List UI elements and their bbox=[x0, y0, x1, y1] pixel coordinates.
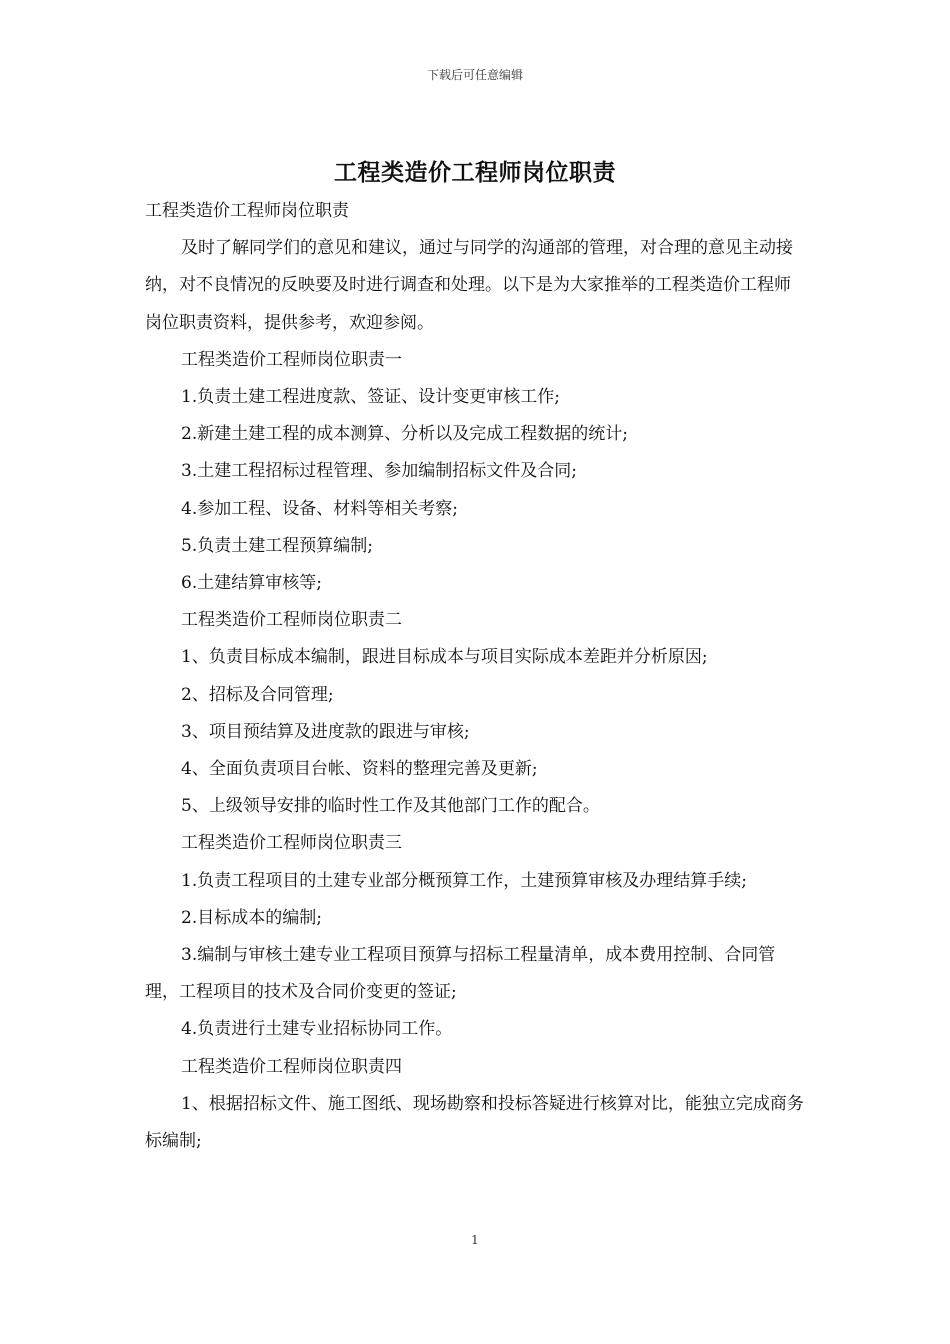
list-item: 4、全面负责项目台帐、资料的整理完善及更新; bbox=[181, 759, 538, 780]
section-heading-3: 工程类造价工程师岗位职责三 bbox=[181, 833, 402, 854]
list-item: 3、项目预结算及进度款的跟进与审核; bbox=[181, 721, 470, 742]
list-item: 6.土建结算审核等; bbox=[181, 573, 322, 594]
section-heading-2: 工程类造价工程师岗位职责二 bbox=[181, 610, 402, 631]
list-item: 5、上级领导安排的临时性工作及其他部门工作的配合。 bbox=[181, 796, 600, 817]
list-item: 5.负责土建工程预算编制; bbox=[181, 535, 373, 556]
page-number: 1 bbox=[471, 1233, 479, 1247]
intro-paragraph: 及时了解同学们的意见和建议，通过与同学的沟通部的管理，对合理的意见主动接纳，对不良情况的反映要及时进行调查和处理。以下是为大家推举的工程类造价工程师岗位职责资料，提供参考，欢迎参阅。 bbox=[145, 238, 793, 333]
header-note: 下载后可任意编辑 bbox=[426, 68, 523, 82]
document-body bbox=[145, 193, 807, 1160]
subtitle-paragraph: 工程类造价工程师岗位职责 bbox=[145, 201, 349, 221]
list-item: 3.编制与审核土建专业工程项目预算与招标工程量清单，成本费用控制、合同管理，工程项目的技术及合同价变更的签证; bbox=[145, 945, 776, 1003]
list-item: 2、招标及合同管理; bbox=[181, 684, 334, 705]
list-item: 4.负责进行土建专业招标协同工作。 bbox=[181, 1019, 453, 1040]
document-title: 工程类造价工程师岗位职责 bbox=[334, 159, 616, 186]
list-item: 1、负责目标成本编制，跟进目标成本与项目实际成本差距并分析原因; bbox=[181, 647, 708, 668]
list-item: 1、根据招标文件、施工图纸、现场勘察和投标答疑进行核算对比，能独立完成商务标编制; bbox=[145, 1093, 804, 1152]
list-item: 2.目标成本的编制; bbox=[181, 907, 322, 928]
section-heading-4: 工程类造价工程师岗位职责四 bbox=[181, 1056, 402, 1077]
list-item: 1.负责工程项目的土建专业部分概预算工作，土建预算审核及办理结算手续; bbox=[181, 870, 747, 891]
list-item: 3.土建工程招标过程管理、参加编制招标文件及合同; bbox=[181, 461, 577, 482]
list-item: 1.负责土建工程进度款、签证、设计变更审核工作; bbox=[181, 387, 560, 408]
list-item: 4.参加工程、设备、材料等相关考察; bbox=[181, 498, 458, 519]
section-heading-1: 工程类造价工程师岗位职责一 bbox=[181, 349, 402, 370]
list-item: 2.新建土建工程的成本测算、分析以及完成工程数据的统计; bbox=[181, 424, 628, 445]
